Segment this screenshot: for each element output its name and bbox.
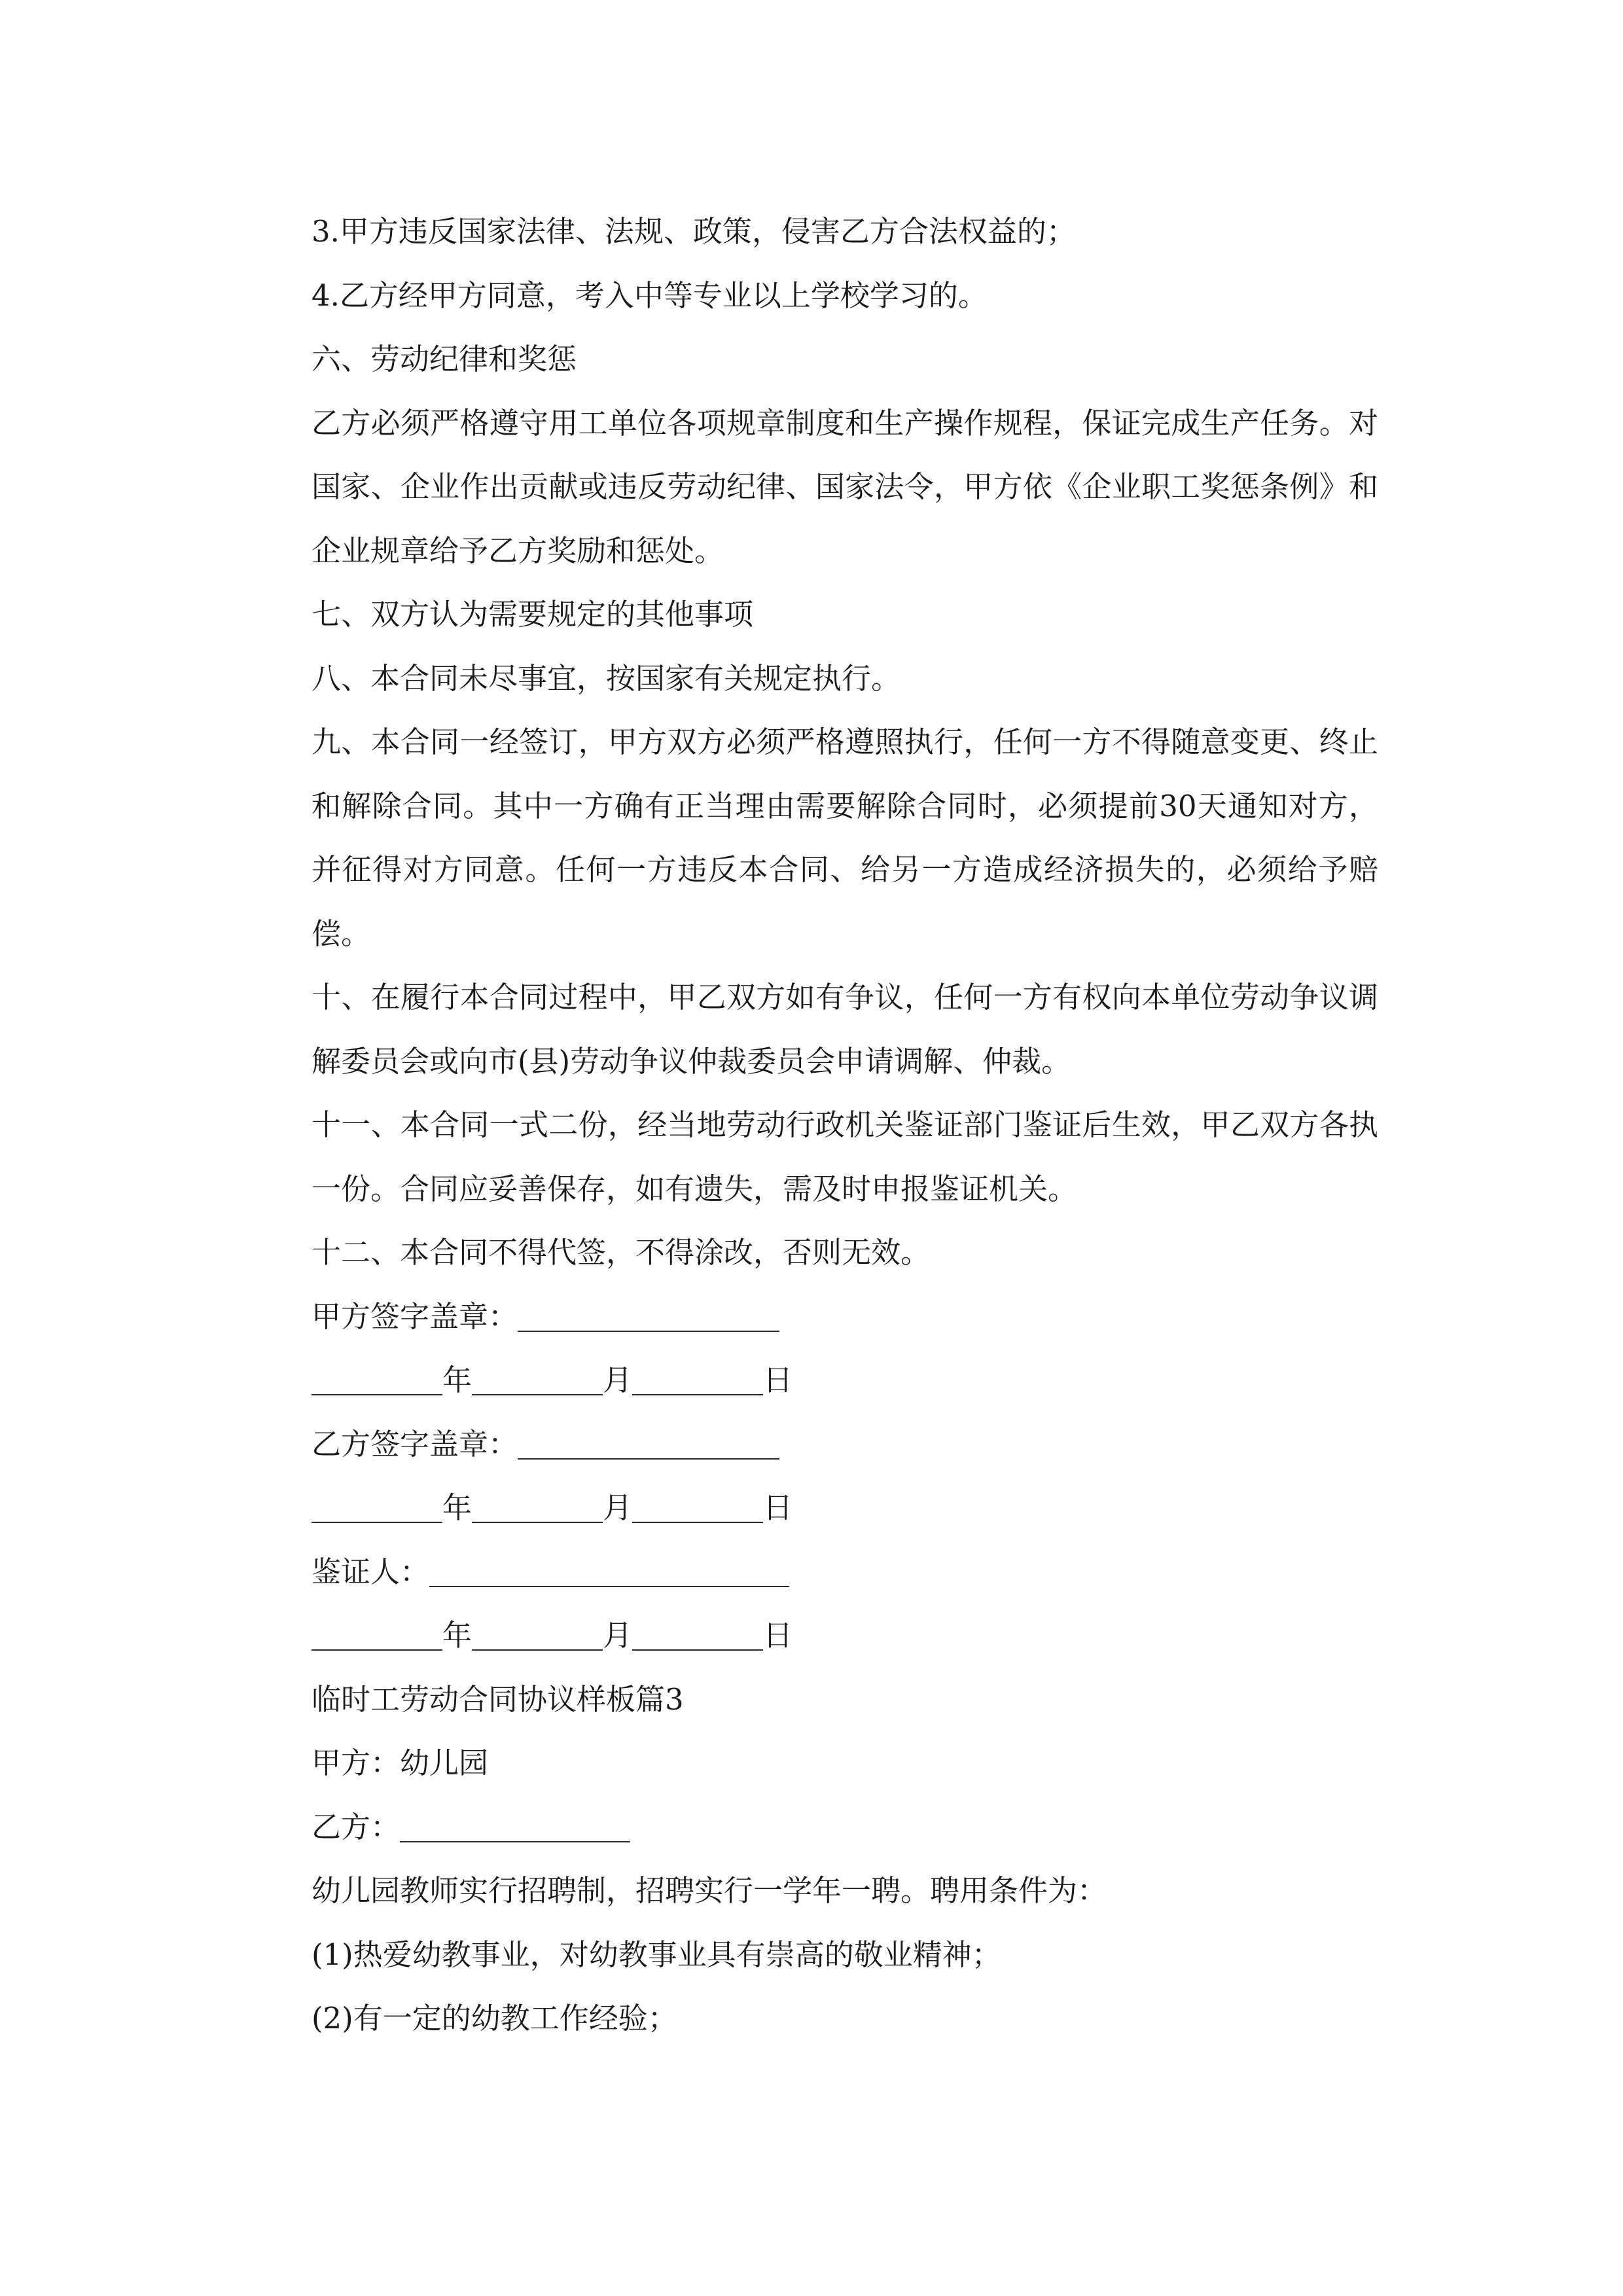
article-3-condition-2: (2)有一定的幼教工作经验； <box>312 2001 677 2036</box>
day-label: 日 <box>763 1618 793 1653</box>
party-b-signature-row <box>246 1412 1378 1477</box>
party-b-date-row <box>246 1476 1378 1540</box>
verifier-year-line[interactable] <box>312 1615 442 1651</box>
section-9: 九、本合同一经签订，甲方双方必须严格遵照执行，任何一方不得随意变更、终止和解除合同。其中一方确有正当理由需要解除合同时，必须提前30天通知对方，并征得对方同意。任何一方违反本合同、给另一方造成经济损失的，必须给予赔偿。 <box>312 725 1378 951</box>
clause-item-4: 4.乙方经甲方同意，考入中等专业以上学校学习的。 <box>312 278 988 313</box>
party-a-day-line[interactable] <box>632 1360 763 1395</box>
party-a-year-line[interactable] <box>312 1360 442 1395</box>
document-body <box>246 200 1378 2051</box>
party-b-month-line[interactable] <box>472 1488 603 1523</box>
section-heading-6: 六、劳动纪律和奖惩 <box>312 342 577 376</box>
party-a-signature-line[interactable] <box>518 1297 779 1332</box>
party-a-signature-row <box>246 1285 1378 1349</box>
day-label: 日 <box>763 1490 793 1525</box>
section-12: 十二、本合同不得代签，不得涂改，否则无效。 <box>312 1235 931 1270</box>
clause-item-3: 3.甲方违反国家法律、法规、政策，侵害乙方合法权益的； <box>312 214 1076 249</box>
verifier-date-row <box>246 1604 1378 1668</box>
section-7: 七、双方认为需要规定的其他事项 <box>312 597 754 632</box>
party-b-signature-label: 乙方签字盖章： <box>312 1426 518 1462</box>
article-3-party-b-label: 乙方： <box>312 1809 401 1844</box>
verifier-day-line[interactable] <box>632 1615 763 1651</box>
verifier-signature-line[interactable] <box>429 1552 789 1587</box>
party-a-date-row <box>246 1348 1378 1412</box>
article-3-title: 临时工劳动合同协议样板篇3 <box>312 1681 684 1717</box>
section-8: 八、本合同未尽事宜，按国家有关规定执行。 <box>312 660 901 696</box>
verifier-month-line[interactable] <box>472 1615 603 1651</box>
article-3-intro: 幼儿园教师实行招聘制，招聘实行一学年一聘。聘用条件为： <box>312 1873 1107 1908</box>
year-label: 年 <box>442 1618 473 1653</box>
year-label: 年 <box>442 1490 473 1525</box>
party-b-day-line[interactable] <box>632 1488 763 1523</box>
verifier-signature-row <box>246 1540 1378 1604</box>
article-3-party-b-line[interactable] <box>400 1807 630 1842</box>
section-10: 十、在履行本合同过程中，甲乙双方如有争议，任何一方有权向本单位劳动争议调解委员会或向市(县)劳动争议仲裁委员会申请调解、仲裁。 <box>312 980 1378 1079</box>
section-body-6: 乙方必须严格遵守用工单位各项规章制度和生产操作规程，保证完成生产任务。对国家、企业作出贡献或违反劳动纪律、国家法令，甲方依《企业职工奖惩条例》和企业规章给予乙方奖励和惩处。 <box>312 405 1378 568</box>
verifier-label: 鉴证人： <box>312 1554 430 1589</box>
article-3-condition-1: (1)热爱幼教事业，对幼教事业具有崇高的敬业精神； <box>312 1937 1001 1972</box>
article-3-party-b-row <box>246 1795 1378 1859</box>
party-b-year-line[interactable] <box>312 1488 442 1523</box>
day-label: 日 <box>763 1363 793 1397</box>
party-a-signature-label: 甲方签字盖章： <box>312 1299 518 1334</box>
month-label: 月 <box>603 1490 633 1525</box>
party-b-signature-line[interactable] <box>518 1424 779 1460</box>
section-11: 十一、本合同一式二份，经当地劳动行政机关鉴证部门鉴证后生效，甲乙双方各执一份。合同应妥善保存，如有遗失，需及时申报鉴证机关。 <box>312 1107 1378 1206</box>
party-a-month-line[interactable] <box>472 1360 603 1395</box>
month-label: 月 <box>603 1363 633 1397</box>
month-label: 月 <box>603 1618 633 1653</box>
year-label: 年 <box>442 1363 473 1397</box>
article-3-party-a: 甲方：幼儿园 <box>312 1746 489 1780</box>
